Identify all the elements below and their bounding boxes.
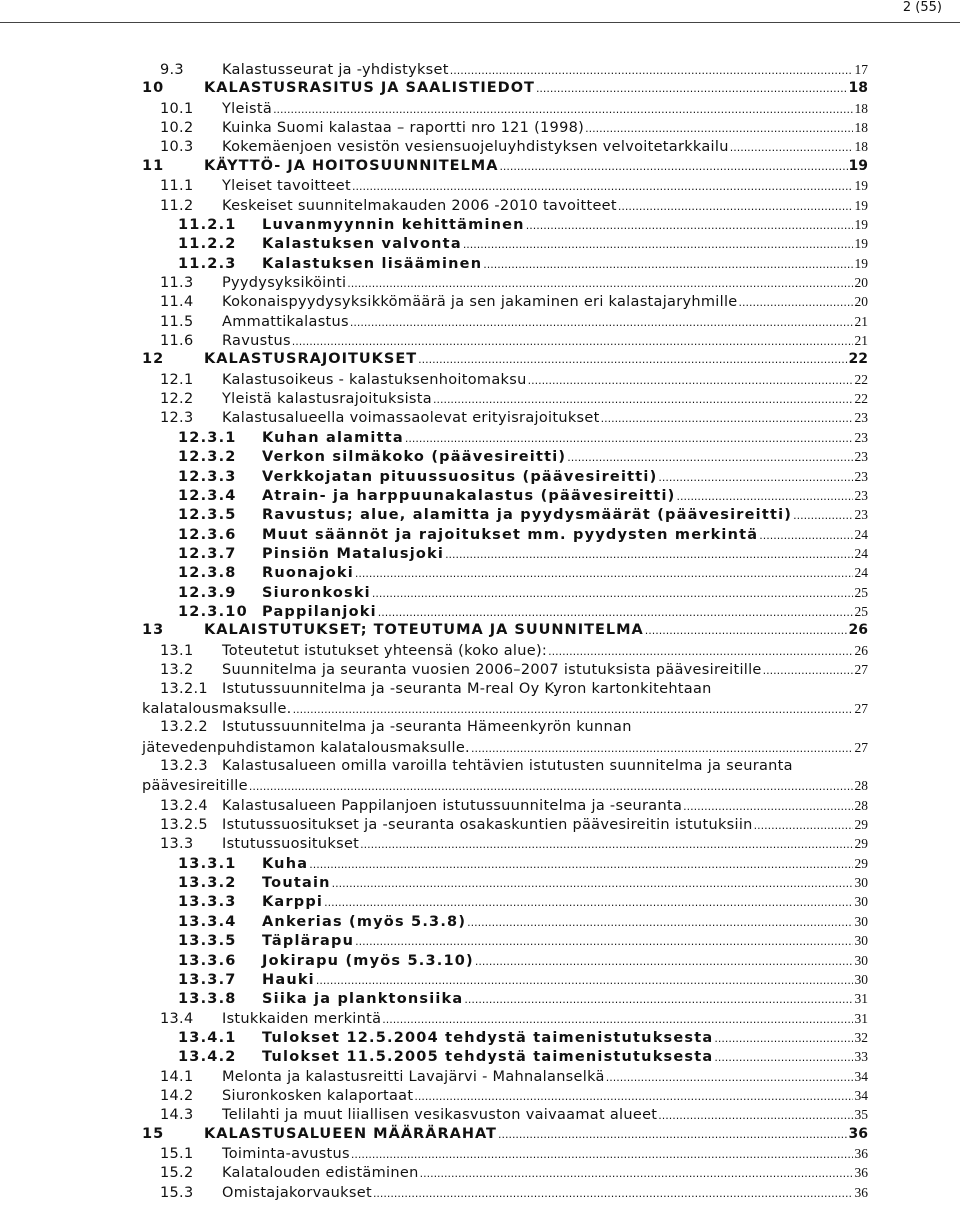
toc-entry[interactable] (142, 1067, 868, 1086)
toc-entry[interactable] (142, 1125, 868, 1144)
toc-entry-title: Istutussuositukset ja -seuranta osakaskuntien päävesireitin istutuksiin (222, 817, 753, 834)
toc-dot-leader (754, 816, 853, 835)
toc-entry[interactable] (142, 718, 868, 757)
toc-dot-leader (548, 642, 853, 661)
toc-dot-leader (658, 468, 853, 487)
toc-entry-page: 34 (854, 1088, 868, 1104)
toc-entry-title: Pyydysyksiköinti (222, 274, 347, 291)
toc-entry-number: 11.2.2 (178, 236, 237, 253)
toc-entry[interactable] (142, 234, 868, 253)
toc-dot-leader (433, 390, 853, 409)
toc-dot-leader (528, 371, 853, 390)
toc-dot-leader (360, 835, 853, 854)
toc-entry[interactable] (142, 408, 868, 427)
toc-entry-title: Toutain (262, 875, 331, 892)
toc-dot-leader (378, 603, 853, 622)
toc-dot-leader (405, 429, 853, 448)
toc-entry-title: Pappilanjoki (262, 604, 377, 621)
toc-entry-number: 15.3 (160, 1184, 194, 1201)
toc-entry[interactable] (142, 331, 868, 350)
toc-dot-leader (475, 952, 853, 971)
toc-entry-title: Hauki (262, 971, 315, 988)
toc-entry[interactable] (142, 176, 868, 195)
toc-dot-leader (420, 1164, 853, 1183)
toc-entry-title: Kalastusalueella voimassaolevat erityisrajoitukset (222, 410, 600, 427)
toc-entry-page: 26 (848, 622, 868, 639)
toc-dot-leader (292, 332, 853, 351)
toc-dot-leader (373, 1184, 853, 1203)
toc-entry-title: Kalastusalueen omilla varoilla tehtävien istutusten suunnitelma ja seuranta (222, 757, 793, 774)
header-rule (0, 22, 960, 23)
toc-entry-number: 13.3.6 (178, 952, 237, 969)
toc-entry-title: Melonta ja kalastusreitti Lavajärvi - Mahnalanselkä (222, 1068, 605, 1085)
toc-entry-number: 13.1 (160, 642, 194, 659)
toc-entry-number: 15.2 (160, 1165, 194, 1182)
toc-entry-title: Istutussuunnitelma ja -seuranta Hämeenkyrön kunnan (222, 719, 632, 736)
toc-entry-number: 11.2.3 (178, 255, 237, 272)
toc-entry-page: 33 (854, 1049, 868, 1065)
toc-entry-number: 14.3 (160, 1107, 194, 1124)
page-number: 2 (55) (902, 0, 942, 15)
toc-entry[interactable] (142, 1105, 868, 1124)
toc-entry-page: 29 (854, 855, 868, 871)
toc-entry-number: 11.4 (160, 294, 194, 311)
toc-dot-leader (645, 621, 848, 640)
toc-dot-leader (450, 61, 853, 80)
toc-entry-page: 18 (854, 139, 868, 155)
toc-entry-page: 29 (854, 836, 868, 852)
toc-entry-number: 13.2.3 (160, 757, 208, 774)
toc-entry-page: 25 (854, 604, 868, 620)
toc-entry-page: 24 (854, 545, 868, 561)
toc-entry-page: 30 (854, 875, 868, 891)
toc-dot-leader (567, 448, 853, 467)
toc-dot-leader (414, 1087, 853, 1106)
toc-dot-leader (676, 487, 853, 506)
toc-entry-number: 11.2.1 (178, 216, 237, 233)
toc-entry-page: 19 (854, 216, 868, 232)
toc-entry[interactable] (142, 215, 868, 234)
toc-dot-leader (763, 661, 853, 680)
toc-entry-page: 28 (854, 797, 868, 813)
toc-entry-title: Siika ja planktonsiika (262, 991, 464, 1008)
toc-entry[interactable] (142, 854, 868, 873)
toc-dot-leader (730, 138, 853, 157)
toc-entry-title: Kuinka Suomi kalastaa – raportti nro 121 (1998) (222, 120, 585, 137)
toc-entry[interactable] (142, 989, 868, 1008)
toc-entry-title: Kalastusoikeus - kalastuksenhoitomaksu (222, 371, 527, 388)
toc-dot-leader (683, 797, 853, 816)
toc-dot-leader (464, 990, 853, 1009)
toc-entry[interactable] (142, 292, 868, 311)
toc-entry-number: 13.3 (160, 836, 194, 853)
toc-entry[interactable] (142, 815, 868, 834)
toc-entry-page: 35 (854, 1107, 868, 1123)
toc-entry-title-continued: jätevedenpuhdistamon kalatalousmaksulle. (142, 739, 470, 756)
toc-dot-leader (739, 293, 853, 312)
toc-entry-page: 23 (854, 449, 868, 465)
toc-entry-number: 12.3.4 (178, 487, 237, 504)
toc-entry-number: 13.4 (160, 1010, 194, 1027)
toc-entry-title: Istukkaiden merkintä (222, 1010, 382, 1027)
toc-entry-number: 10.3 (160, 139, 194, 156)
toc-entry-page: 21 (854, 333, 868, 349)
toc-entry-title: KALASTUSRASITUS JA SAALISTIEDOT (204, 80, 535, 97)
toc-entry[interactable] (142, 1163, 868, 1182)
toc-dot-leader (382, 1010, 853, 1029)
toc-entry-page: 30 (854, 952, 868, 968)
toc-dot-leader (601, 409, 853, 428)
toc-entry-page: 27 (854, 662, 868, 678)
toc-entry-number: 12.3.1 (178, 429, 237, 446)
toc-entry[interactable] (142, 544, 868, 563)
toc-entry-number: 13.2 (160, 662, 194, 679)
toc-dot-leader (585, 119, 853, 138)
toc-entry-page: 19 (854, 255, 868, 271)
toc-entry[interactable] (142, 79, 868, 98)
toc-entry-number: 13.4.2 (178, 1049, 237, 1066)
toc-entry-title: Kokemäenjoen vesistön vesiensuojeluyhdistyksen velvoitetarkkailu (222, 139, 729, 156)
toc-entry-title: Toteutetut istutukset yhteensä (koko alue): (222, 642, 548, 659)
toc-entry[interactable] (142, 389, 868, 408)
toc-entry-title-continued: kalatalousmaksulle. (142, 700, 292, 717)
toc-entry-title: Kuha (262, 855, 309, 872)
toc-entry-title: Ankerias (myös 5.3.8) (262, 913, 467, 930)
toc-entry-number: 12.2 (160, 391, 194, 408)
toc-entry-number: 13.2.5 (160, 817, 208, 834)
toc-entry-title: Telilahti ja muut liiallisen vesikasvuston vaivaamat alueet (222, 1107, 658, 1124)
toc-entry-page: 29 (854, 817, 868, 833)
toc-entry-title: Yleiset tavoitteet (222, 178, 351, 195)
toc-entry-page: 27 (854, 739, 868, 755)
toc-dot-leader (293, 700, 853, 719)
toc-entry-title: Yleistä (222, 100, 273, 117)
toc-entry-page: 24 (854, 565, 868, 581)
toc-entry[interactable] (142, 912, 868, 931)
toc-entry-title: Pinsiön Matalusjoki (262, 545, 445, 562)
toc-entry[interactable] (142, 505, 868, 524)
toc-entry[interactable] (142, 892, 868, 911)
toc-dot-leader (714, 1048, 853, 1067)
toc-dot-leader (499, 157, 847, 176)
toc-entry-number: 14.2 (160, 1088, 194, 1105)
toc-entry-title: Ammattikalastus (222, 313, 349, 330)
toc-entry-number: 9.3 (160, 62, 184, 78)
toc-entry-number: 12.3.10 (178, 604, 248, 621)
toc-entry-title: Ravustus (222, 333, 291, 350)
toc-entry[interactable] (142, 99, 868, 118)
toc-entry-number: 10 (142, 80, 165, 97)
toc-entry-title: Omistajakorvaukset (222, 1184, 372, 1201)
toc-entry-title-continued: päävesireitille (142, 778, 248, 795)
toc-entry[interactable] (142, 757, 868, 796)
toc-entry[interactable] (142, 1028, 868, 1047)
toc-entry-page: 28 (854, 778, 868, 794)
toc-entry-title: KALASTUSRAJOITUKSET (204, 351, 418, 368)
toc-entry-number: 13.3.4 (178, 913, 237, 930)
toc-entry-page: 31 (854, 1010, 868, 1026)
toc-entry-page: 23 (854, 487, 868, 503)
toc-entry-number: 10.2 (160, 120, 194, 137)
toc-entry-page: 36 (854, 1165, 868, 1181)
toc-entry-number: 13.3.3 (178, 894, 237, 911)
toc-entry-title: Kalastusalueen Pappilanjoen istutussuunnitelma ja -seuranta (222, 797, 683, 814)
toc-entry-number: 12.3.7 (178, 545, 237, 562)
toc-entry-title: Suunnitelma ja seuranta vuosien 2006–2007 istutuksista päävesireitille (222, 662, 762, 679)
toc-entry[interactable] (142, 583, 868, 602)
toc-entry-number: 12.3.5 (178, 507, 237, 524)
toc-entry-page: 19 (848, 157, 868, 174)
toc-entry-title: Verkon silmäkoko (päävesireitti) (262, 449, 567, 466)
toc-entry-page: 23 (854, 429, 868, 445)
toc-entry-number: 13.3.7 (178, 971, 237, 988)
toc-entry-title: Jokirapu (myös 5.3.10) (262, 952, 474, 969)
toc-dot-leader (658, 1106, 853, 1125)
toc-entry-title: Istutussuunnitelma ja -seuranta M-real Oy Kyron kartonkitehtaan (222, 680, 712, 697)
toc-entry-number: 11.2 (160, 197, 194, 214)
toc-entry-page: 30 (854, 913, 868, 929)
toc-entry-number: 12.3.3 (178, 468, 237, 485)
toc-entry-title: Siuronkosken kalaportaat (222, 1088, 414, 1105)
toc-entry-title: Tulokset 11.5.2005 tehdystä taimenistutuksesta (262, 1049, 714, 1066)
toc-entry[interactable] (142, 931, 868, 950)
toc-entry-page: 25 (854, 584, 868, 600)
toc-entry-page: 30 (854, 971, 868, 987)
table-of-contents (142, 60, 868, 1202)
toc-entry-page: 31 (854, 991, 868, 1007)
toc-entry-page: 23 (854, 507, 868, 523)
toc-entry[interactable] (142, 370, 868, 389)
toc-dot-leader (350, 313, 853, 332)
toc-dot-leader (351, 1145, 853, 1164)
toc-dot-leader (418, 350, 847, 369)
toc-entry[interactable] (142, 796, 868, 815)
toc-entry[interactable] (142, 157, 868, 176)
toc-entry-page: 19 (854, 197, 868, 213)
toc-entry-number: 12.1 (160, 371, 194, 388)
toc-entry[interactable] (142, 951, 868, 970)
toc-entry-number: 13.3.2 (178, 875, 237, 892)
toc-entry-number: 14.1 (160, 1068, 194, 1085)
toc-entry-page: 27 (854, 700, 868, 716)
toc-entry[interactable] (142, 428, 868, 447)
toc-entry-title: Kalastuksen valvonta (262, 236, 462, 253)
toc-entry-number: 15 (142, 1125, 165, 1142)
toc-entry-title: KALASTUSALUEEN MÄÄRÄRAHAT (204, 1125, 497, 1142)
toc-entry[interactable] (142, 1047, 868, 1066)
toc-entry-number: 11.6 (160, 333, 194, 350)
toc-entry-page: 22 (854, 391, 868, 407)
toc-entry-title: Ruonajoki (262, 565, 354, 582)
toc-entry-number: 13.2.4 (160, 797, 208, 814)
toc-entry-page: 36 (848, 1125, 868, 1142)
toc-entry[interactable] (142, 137, 868, 156)
toc-dot-leader (445, 545, 853, 564)
toc-dot-leader (714, 1029, 853, 1048)
toc-entry-page: 23 (854, 468, 868, 484)
toc-entry-page: 18 (854, 100, 868, 116)
toc-entry-title: Täplärapu (262, 933, 355, 950)
toc-entry-number: 11.3 (160, 274, 194, 291)
toc-entry[interactable] (142, 834, 868, 853)
toc-entry-title: Karppi (262, 894, 324, 911)
toc-entry-title: Verkkojatan pituussuositus (päävesireitti) (262, 468, 658, 485)
toc-dot-leader (347, 274, 853, 293)
toc-entry-page: 22 (848, 351, 868, 368)
toc-entry-page: 21 (854, 313, 868, 329)
toc-entry[interactable] (142, 254, 868, 273)
toc-entry-title: Tulokset 12.5.2004 tehdystä taimenistutuksesta (262, 1029, 714, 1046)
toc-dot-leader (759, 526, 853, 545)
toc-entry[interactable] (142, 873, 868, 892)
toc-dot-leader (332, 874, 853, 893)
toc-entry[interactable] (142, 447, 868, 466)
toc-entry[interactable] (142, 680, 868, 719)
toc-entry-number: 13.2.1 (160, 680, 208, 697)
toc-entry-page: 18 (854, 120, 868, 136)
toc-dot-leader (606, 1068, 853, 1087)
toc-entry-number: 13.4.1 (178, 1029, 237, 1046)
toc-entry[interactable] (142, 196, 868, 215)
toc-entry-title: Kokonaispyydysyksikkömäärä ja sen jakaminen eri kalastajaryhmille (222, 294, 738, 311)
toc-entry-number: 12.3.8 (178, 565, 237, 582)
toc-entry[interactable] (142, 312, 868, 331)
toc-entry-number: 12.3.6 (178, 526, 237, 543)
toc-entry-page: 19 (854, 236, 868, 252)
toc-entry[interactable] (142, 1183, 868, 1202)
toc-entry-title: Yleistä kalastusrajoituksista (222, 391, 432, 408)
toc-entry-number: 12.3.9 (178, 584, 237, 601)
toc-dot-leader (355, 564, 853, 583)
toc-entry-page: 22 (854, 371, 868, 387)
toc-entry[interactable] (142, 467, 868, 486)
toc-entry-title: Kalastuksen lisääminen (262, 255, 483, 272)
toc-dot-leader (324, 893, 853, 912)
toc-entry-page: 24 (854, 526, 868, 542)
toc-entry[interactable] (142, 970, 868, 989)
toc-entry-title: Keskeiset suunnitelmakauden 2006 -2010 tavoitteet (222, 197, 617, 214)
toc-entry-number: 10.1 (160, 100, 194, 117)
toc-dot-leader (526, 216, 853, 235)
toc-entry[interactable] (142, 1086, 868, 1105)
toc-entry-page: 23 (854, 410, 868, 426)
toc-dot-leader (316, 971, 853, 990)
toc-entry[interactable] (142, 60, 868, 79)
toc-entry-title: Siuronkoski (262, 584, 371, 601)
toc-dot-leader (618, 197, 853, 216)
toc-dot-leader (309, 855, 853, 874)
toc-entry-number: 11.1 (160, 178, 194, 195)
toc-entry-title: Muut säännöt ja rajoitukset mm. pyydysten merkintä (262, 526, 759, 543)
toc-entry-title: KALAISTUTUKSET; TOTEUTUMA JA SUUNNITELMA (204, 622, 644, 639)
toc-dot-leader (498, 1125, 848, 1144)
toc-entry[interactable] (142, 273, 868, 292)
toc-entry-number: 13.2.2 (160, 719, 208, 736)
toc-entry-title: Kalastusseurat ja -yhdistykset (222, 62, 449, 78)
toc-entry-number: 11 (142, 157, 165, 174)
toc-dot-leader (483, 255, 853, 274)
toc-dot-leader (793, 506, 853, 525)
toc-entry[interactable] (142, 350, 868, 369)
toc-dot-leader (536, 79, 848, 98)
toc-entry-page: 32 (854, 1029, 868, 1045)
toc-entry[interactable] (142, 641, 868, 660)
toc-dot-leader (471, 739, 853, 758)
toc-entry-title: Luvanmyynnin kehittäminen (262, 216, 525, 233)
toc-dot-leader (273, 100, 853, 119)
toc-entry-title: Kalatalouden edistäminen (222, 1165, 419, 1182)
toc-dot-leader (463, 235, 853, 254)
toc-entry[interactable] (142, 118, 868, 137)
toc-entry-title: Toiminta-avustus (222, 1146, 350, 1163)
toc-entry-page: 26 (854, 642, 868, 658)
toc-dot-leader (467, 913, 853, 932)
toc-entry[interactable] (142, 525, 868, 544)
toc-entry-title: Atrain- ja harppuunakalastus (päävesireitti) (262, 487, 676, 504)
toc-entry-title: Kuhan alamitta (262, 429, 404, 446)
toc-entry-number: 11.5 (160, 313, 194, 330)
toc-dot-leader (355, 932, 853, 951)
toc-entry-page: 36 (854, 1184, 868, 1200)
toc-dot-leader (352, 177, 853, 196)
toc-entry-number: 13.3.5 (178, 933, 237, 950)
toc-entry-number: 15.1 (160, 1146, 194, 1163)
toc-entry-page: 34 (854, 1068, 868, 1084)
toc-entry-number: 13.3.8 (178, 991, 237, 1008)
toc-entry-page: 36 (854, 1146, 868, 1162)
toc-dot-leader (249, 777, 853, 796)
toc-entry[interactable] (142, 602, 868, 621)
toc-entry-page: 19 (854, 178, 868, 194)
toc-entry-number: 12 (142, 351, 165, 368)
toc-entry[interactable] (142, 563, 868, 582)
toc-entry-page: 30 (854, 933, 868, 949)
toc-entry-number: 12.3.2 (178, 449, 237, 466)
toc-entry-number: 12.3 (160, 410, 194, 427)
toc-entry-title: Ravustus; alue, alamitta ja pyydysmäärät (päävesireitti) (262, 507, 793, 524)
toc-entry-page: 30 (854, 894, 868, 910)
toc-entry[interactable] (142, 486, 868, 505)
toc-entry[interactable] (142, 1144, 868, 1163)
toc-entry[interactable] (142, 621, 868, 640)
toc-entry[interactable] (142, 1009, 868, 1028)
toc-entry-title: KÄYTTÖ- JA HOITOSUUNNITELMA (204, 157, 499, 174)
toc-entry-page: 20 (854, 274, 868, 290)
toc-entry-number: 13 (142, 622, 165, 639)
toc-entry-page: 17 (854, 62, 868, 77)
toc-entry-page: 20 (854, 294, 868, 310)
toc-entry-page: 18 (848, 80, 868, 97)
toc-dot-leader (372, 584, 853, 603)
toc-entry-title: Istutussuositukset (222, 836, 360, 853)
toc-entry-number: 13.3.1 (178, 855, 237, 872)
toc-entry[interactable] (142, 660, 868, 679)
